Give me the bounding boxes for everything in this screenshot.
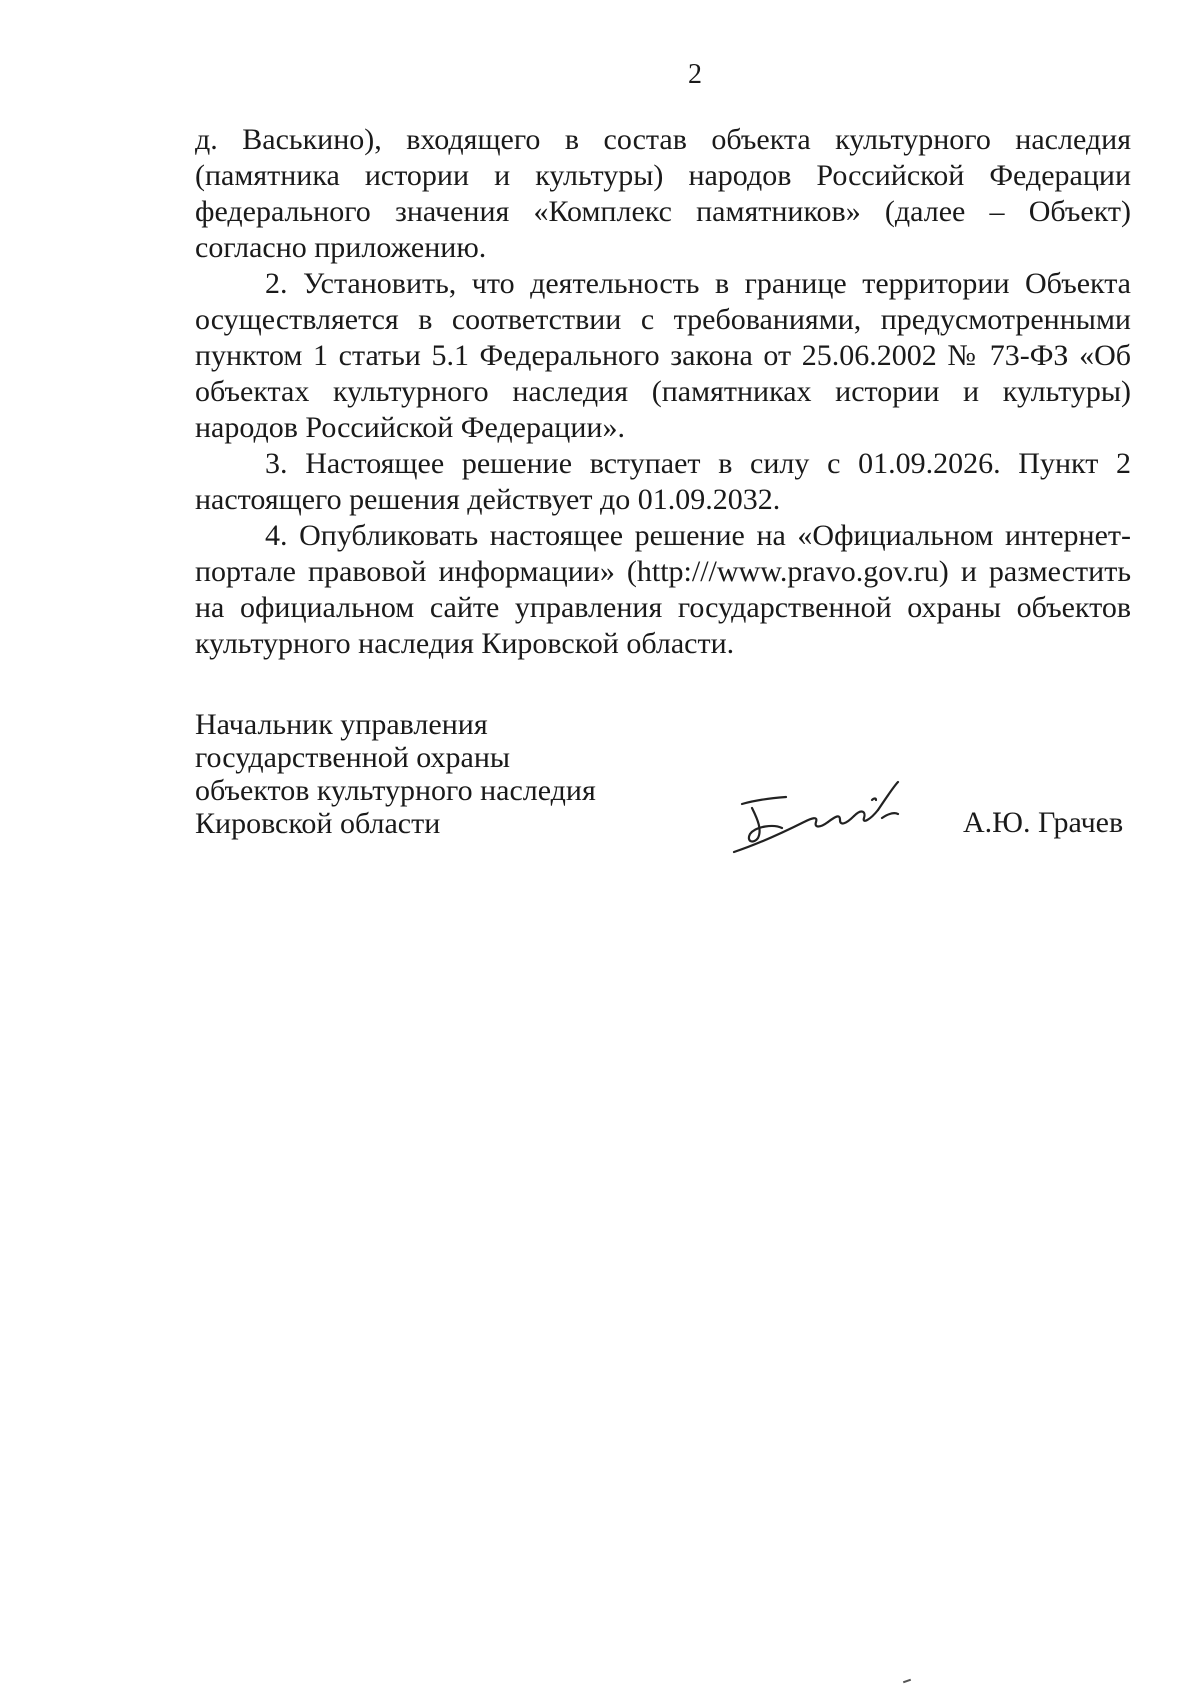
signer-title-block xyxy=(195,708,596,840)
signer-name: А.Ю. Грачев xyxy=(963,806,1124,839)
paragraph-item-2: 2. Установить, что деятельность в границе территории Объекта осуществляется в соответствии с требованиями, предусмотренными пунктом 1 статьи 5.1 Федерального закона от 25.06.2002 № 73-ФЗ «Об объектах культурного наследия (памятниках истории и культуры) народов Российской Федерации». xyxy=(195,267,1131,444)
document-body xyxy=(195,122,1131,662)
signer-title-line: объектов культурного наследия xyxy=(195,774,596,807)
scan-mark xyxy=(903,1679,911,1684)
page-number: 2 xyxy=(688,59,702,90)
signer-title-line: Начальник управления xyxy=(195,708,488,741)
paragraph-item-4: 4. Опубликовать настоящее решение на «Официальном интернет-портале правовой информации» (http:///www.pravo.gov.ru) и разместить на официальном сайте управления государственной охраны объектов культурного наследия Кировской области. xyxy=(195,519,1131,660)
paragraph-continuation: д. Васькино), входящего в состав объекта культурного наследия (памятника истории и культуры) народов Российской Федерации федерального значения «Комплекс памятников» (далее – Объект) согласно приложению. xyxy=(195,123,1131,264)
signer-title-line: государственной охраны xyxy=(195,741,511,774)
handwritten-signature xyxy=(728,778,918,860)
signer-title-line: Кировской области xyxy=(195,807,441,840)
paragraph-item-3: 3. Настоящее решение вступает в силу с 01.09.2026. Пункт 2 настоящего решения действует до 01.09.2032. xyxy=(195,447,1131,516)
